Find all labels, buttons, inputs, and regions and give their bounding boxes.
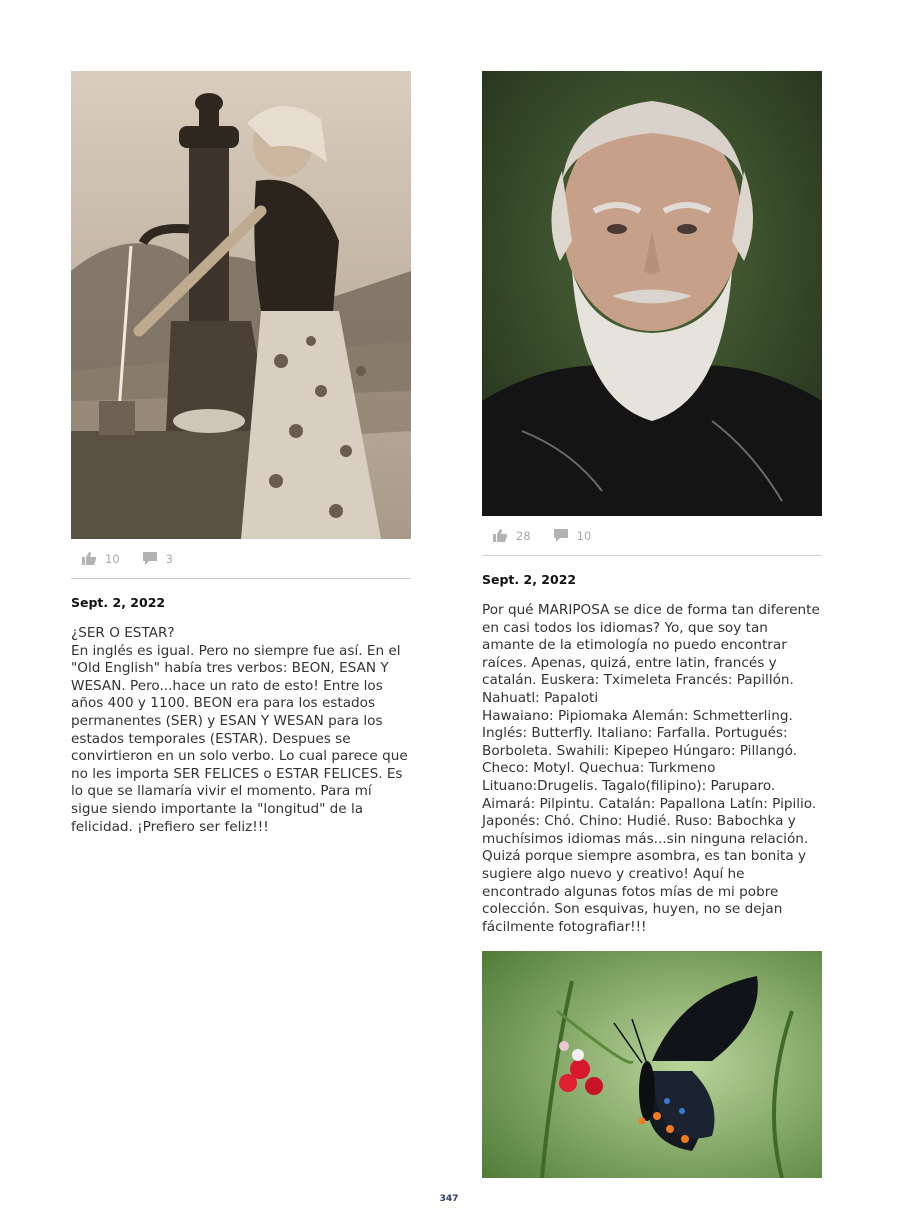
post-right [482,71,822,1178]
like-stat[interactable] [81,551,120,566]
post-body: Por qué MARIPOSA se dice de forma tan diferente en casi todos los idiomas? Yo, que soy tan amante de la etimología no puedo encontrar raíces. Apenas, quizá, entre latin, francés y catalán. Euskera: Tximeleta Francés: Papillón. Nahuatl: Papaloti Hawaiano: Pipiomaka Alemán: Schmetterling. Inglés: Butterfly. Italiano: Farfalla. Portugués: Borboleta. Swahili: Kipepeo Húngaro: Pillangó. Checo: Motyl. Quechua: Turkmeno Lituano:Drugelis. Tagalo(filipino): Paruparo. Aimará: Pilpintu. Catalán: Papallona Latín: Pipilio. Japonés: Chó. Chino: Hudié. Ruso: Babochka y muchísimos idiomas más...sin ninguna relación. Quizá porque siempre asombra, es tan bonita y sugiere algo nuevo y creativo! Aquí he encontrado algunas fotos mías de mi pobre colección. Son esquivas, huyen, no se dejan fácilmente fotografiar!!! [482,602,820,935]
bearded-man-portrait-photo [482,71,822,516]
thumbs-up-icon [492,528,508,543]
comment-icon [553,528,569,543]
post-date: Sept. 2, 2022 [71,595,166,610]
vintage-woman-at-fountain-photo [71,71,411,539]
post-left [71,71,411,836]
comment-count: 3 [165,551,173,566]
butterfly-photo [482,951,822,1178]
post-stats [482,516,822,556]
post-stats [71,539,411,579]
post-date: Sept. 2, 2022 [482,572,577,587]
comment-stat[interactable] [553,528,592,543]
like-stat[interactable] [492,528,531,543]
thumbs-up-icon [81,551,97,566]
comment-icon [142,551,158,566]
like-count: 28 [516,528,531,543]
comment-stat[interactable] [142,551,173,566]
like-count: 10 [105,551,120,566]
page-number: 347 [439,1194,459,1204]
post-body: ¿SER O ESTAR? En inglés es igual. Pero no siempre fue así. En el "Old English" había tres verbos: BEON, ESAN Y WESAN. Pero...hace un rato de esto! Entre los años 400 y 1100. BEON era para los estados permanentes (SER) y ESAN Y WESAN para los estados temporales (ESTAR). Despues se convirtieron en un solo verbo. Lo cual parece que no les importa SER FELICES o ESTAR FELICES. Es lo que se llamaría vivir el momento. Para mí sigue siendo importante la "longitud" de la felicidad. ¡Prefiero ser feliz!!! [71,625,408,835]
comment-count: 10 [576,528,592,543]
